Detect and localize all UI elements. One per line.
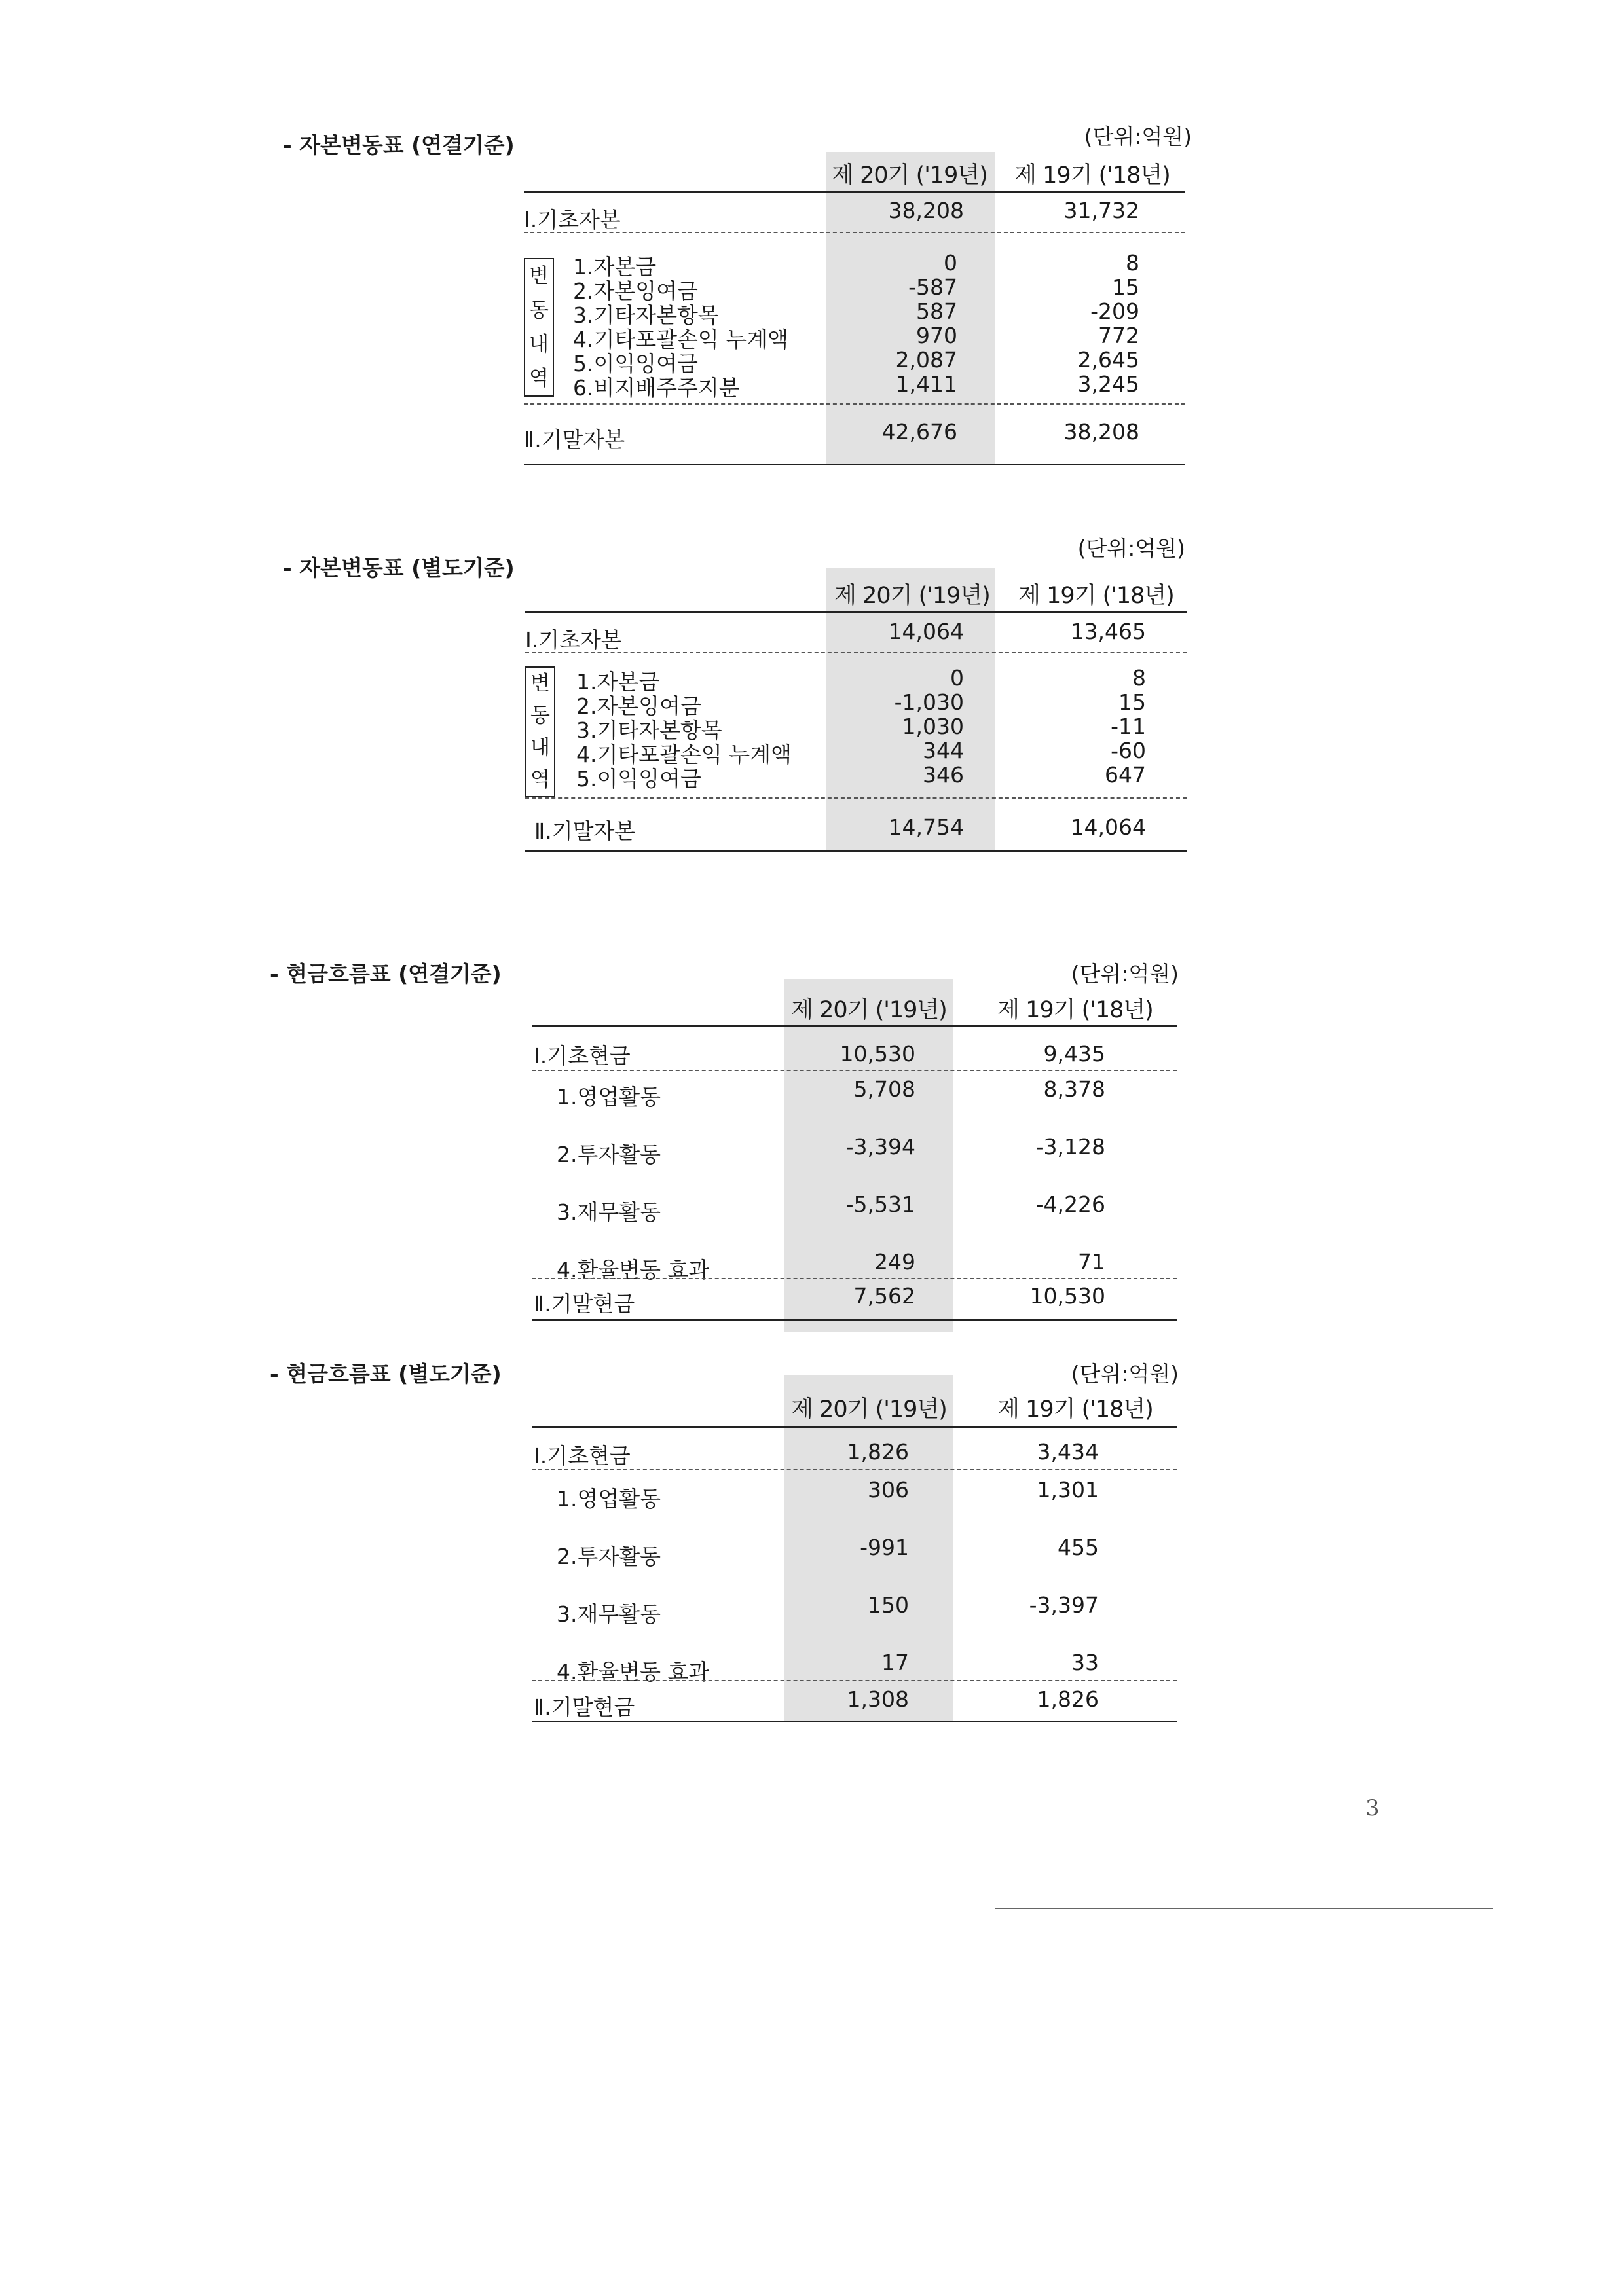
vertical-char: 내 bbox=[530, 736, 550, 759]
opening-previous: 9,435 bbox=[1043, 1041, 1105, 1066]
detail-rule bbox=[525, 797, 1187, 799]
col-header-current: 제 20기 ('19년) bbox=[791, 1396, 947, 1423]
row-previous: 71 bbox=[1078, 1249, 1105, 1275]
row-label: 3.재무활동 bbox=[557, 1601, 661, 1627]
unit-label: (단위:억원) bbox=[1084, 124, 1192, 149]
vertical-char: 역 bbox=[529, 366, 549, 390]
closing-current: 7,562 bbox=[853, 1283, 915, 1309]
closing-previous: 14,064 bbox=[1070, 814, 1146, 840]
row-label: 3.기타자본항목 bbox=[573, 302, 719, 328]
row-label: 1.영업활동 bbox=[557, 1486, 661, 1512]
header-rule bbox=[525, 611, 1187, 613]
row-label: 5.이익잉여금 bbox=[576, 766, 701, 792]
bottom-rule bbox=[525, 850, 1187, 852]
detail-rule bbox=[524, 403, 1185, 405]
header-rule bbox=[524, 191, 1185, 193]
row-current: 970 bbox=[916, 323, 957, 348]
opening-previous: 31,732 bbox=[1063, 198, 1139, 223]
opening-label: Ⅰ.기초현금 bbox=[534, 1043, 631, 1068]
vertical-char: 변 bbox=[529, 264, 549, 288]
col-header-previous: 제 19기 ('18년) bbox=[1018, 583, 1174, 609]
col-header-previous: 제 19기 ('18년) bbox=[1014, 162, 1170, 189]
row-current: 344 bbox=[923, 738, 964, 763]
row-current: 5,708 bbox=[853, 1076, 915, 1102]
row-current: 2,087 bbox=[895, 347, 957, 373]
row-current: 1,411 bbox=[895, 371, 957, 397]
row-previous: -3,397 bbox=[1029, 1592, 1099, 1618]
row-label: 1.영업활동 bbox=[557, 1084, 661, 1110]
closing-current: 1,308 bbox=[847, 1686, 909, 1712]
row-previous: 455 bbox=[1058, 1535, 1099, 1560]
change-detail-box bbox=[525, 666, 555, 797]
row-label: 2.자본잉여금 bbox=[573, 278, 698, 304]
opening-current: 10,530 bbox=[840, 1041, 915, 1066]
row-previous: 8 bbox=[1132, 665, 1146, 691]
opening-current: 38,208 bbox=[888, 198, 964, 223]
row-label: 4.환율변동 효과 bbox=[557, 1659, 710, 1685]
section-title: - 현금흐름표 (연결기준) bbox=[270, 961, 502, 987]
unit-label: (단위:억원) bbox=[1071, 961, 1179, 987]
row-previous: 647 bbox=[1105, 762, 1146, 788]
row-current: 0 bbox=[950, 665, 964, 691]
closing-label: Ⅱ.기말자본 bbox=[524, 427, 625, 452]
row-previous: 33 bbox=[1071, 1650, 1099, 1675]
row-label: 3.기타자본항목 bbox=[576, 718, 722, 743]
bottom-rule bbox=[532, 1721, 1177, 1722]
closing-previous: 1,826 bbox=[1037, 1686, 1099, 1712]
row-current: 0 bbox=[944, 250, 957, 276]
row-current: -991 bbox=[860, 1535, 909, 1560]
row-label: 6.비지배주주지분 bbox=[573, 375, 740, 401]
row-label: 1.자본금 bbox=[573, 254, 657, 280]
closing-previous: 10,530 bbox=[1029, 1283, 1105, 1309]
row-previous: 2,645 bbox=[1077, 347, 1139, 373]
row-previous: 8 bbox=[1126, 250, 1139, 276]
header-rule bbox=[532, 1426, 1177, 1428]
opening-rule bbox=[524, 232, 1185, 233]
closing-previous: 38,208 bbox=[1063, 419, 1139, 445]
row-previous: -3,128 bbox=[1035, 1134, 1105, 1159]
unit-label: (단위:억원) bbox=[1071, 1361, 1179, 1387]
row-current: 587 bbox=[916, 299, 957, 324]
row-label: 2.자본잉여금 bbox=[576, 693, 701, 719]
section-title: - 자본변동표 (연결기준) bbox=[283, 132, 515, 158]
col-header-previous: 제 19기 ('18년) bbox=[997, 1396, 1153, 1423]
section-title: - 현금흐름표 (별도기준) bbox=[270, 1361, 502, 1387]
row-label: 1.자본금 bbox=[576, 669, 660, 695]
col-header-current: 제 20기 ('19년) bbox=[834, 583, 990, 609]
row-previous: 3,245 bbox=[1077, 371, 1139, 397]
row-previous: -11 bbox=[1111, 714, 1146, 739]
closing-label: Ⅱ.기말현금 bbox=[534, 1291, 635, 1317]
row-current: -587 bbox=[908, 274, 957, 300]
row-previous: 8,378 bbox=[1043, 1076, 1105, 1102]
col-header-current: 제 20기 ('19년) bbox=[791, 997, 947, 1023]
bottom-rule bbox=[524, 464, 1185, 465]
row-previous: -209 bbox=[1090, 299, 1139, 324]
vertical-char: 내 bbox=[529, 332, 549, 356]
row-previous: 1,301 bbox=[1037, 1477, 1099, 1503]
row-previous: -4,226 bbox=[1035, 1192, 1105, 1217]
row-current: -1,030 bbox=[894, 689, 964, 715]
row-previous: 772 bbox=[1098, 323, 1139, 348]
row-label: 4.기타포괄손익 누계액 bbox=[573, 327, 788, 352]
header-rule bbox=[532, 1025, 1177, 1027]
row-label: 5.이익잉여금 bbox=[573, 351, 698, 376]
opening-label: Ⅰ.기초자본 bbox=[524, 207, 621, 232]
row-current: 17 bbox=[881, 1650, 909, 1675]
opening-current: 14,064 bbox=[888, 619, 964, 644]
opening-rule bbox=[532, 1469, 1177, 1470]
row-current: 346 bbox=[923, 762, 964, 788]
opening-rule bbox=[532, 1070, 1177, 1071]
bottom-rule bbox=[532, 1319, 1177, 1321]
col-header-previous: 제 19기 ('18년) bbox=[997, 997, 1153, 1023]
vertical-char: 동 bbox=[529, 298, 549, 322]
row-label: 3.재무활동 bbox=[557, 1199, 661, 1225]
row-label: 4.기타포괄손익 누계액 bbox=[576, 742, 792, 767]
row-previous: 15 bbox=[1112, 274, 1139, 300]
row-current: -5,531 bbox=[845, 1192, 915, 1217]
row-label: 4.환율변동 효과 bbox=[557, 1257, 710, 1283]
row-label: 2.투자활동 bbox=[557, 1544, 661, 1569]
row-current: -3,394 bbox=[845, 1134, 915, 1159]
opening-previous: 13,465 bbox=[1070, 619, 1146, 644]
opening-current: 1,826 bbox=[847, 1439, 909, 1465]
vertical-char: 변 bbox=[530, 672, 550, 695]
opening-label: Ⅰ.기초자본 bbox=[525, 627, 622, 653]
detail-rule bbox=[532, 1278, 1177, 1279]
col-header-current: 제 20기 ('19년) bbox=[832, 162, 987, 189]
row-current: 249 bbox=[874, 1249, 915, 1275]
closing-label: Ⅱ.기말자본 bbox=[534, 818, 636, 844]
row-current: 150 bbox=[868, 1592, 909, 1618]
page-number: 3 bbox=[1365, 1795, 1380, 1821]
vertical-char: 동 bbox=[530, 704, 550, 727]
detail-rule bbox=[532, 1680, 1177, 1681]
unit-label: (단위:억원) bbox=[1077, 536, 1185, 561]
row-previous: -60 bbox=[1111, 738, 1146, 763]
vertical-char: 역 bbox=[530, 768, 550, 792]
section-title: - 자본변동표 (별도기준) bbox=[283, 555, 515, 581]
opening-label: Ⅰ.기초현금 bbox=[534, 1443, 631, 1468]
opening-rule bbox=[525, 652, 1187, 653]
change-detail-box bbox=[524, 258, 554, 397]
closing-current: 14,754 bbox=[888, 814, 964, 840]
row-current: 306 bbox=[868, 1477, 909, 1503]
row-previous: 15 bbox=[1118, 689, 1146, 715]
footer-rule bbox=[995, 1908, 1493, 1909]
closing-current: 42,676 bbox=[881, 419, 957, 445]
opening-previous: 3,434 bbox=[1037, 1439, 1099, 1465]
row-label: 2.투자활동 bbox=[557, 1142, 661, 1167]
row-current: 1,030 bbox=[902, 714, 964, 739]
closing-label: Ⅱ.기말현금 bbox=[534, 1694, 635, 1720]
